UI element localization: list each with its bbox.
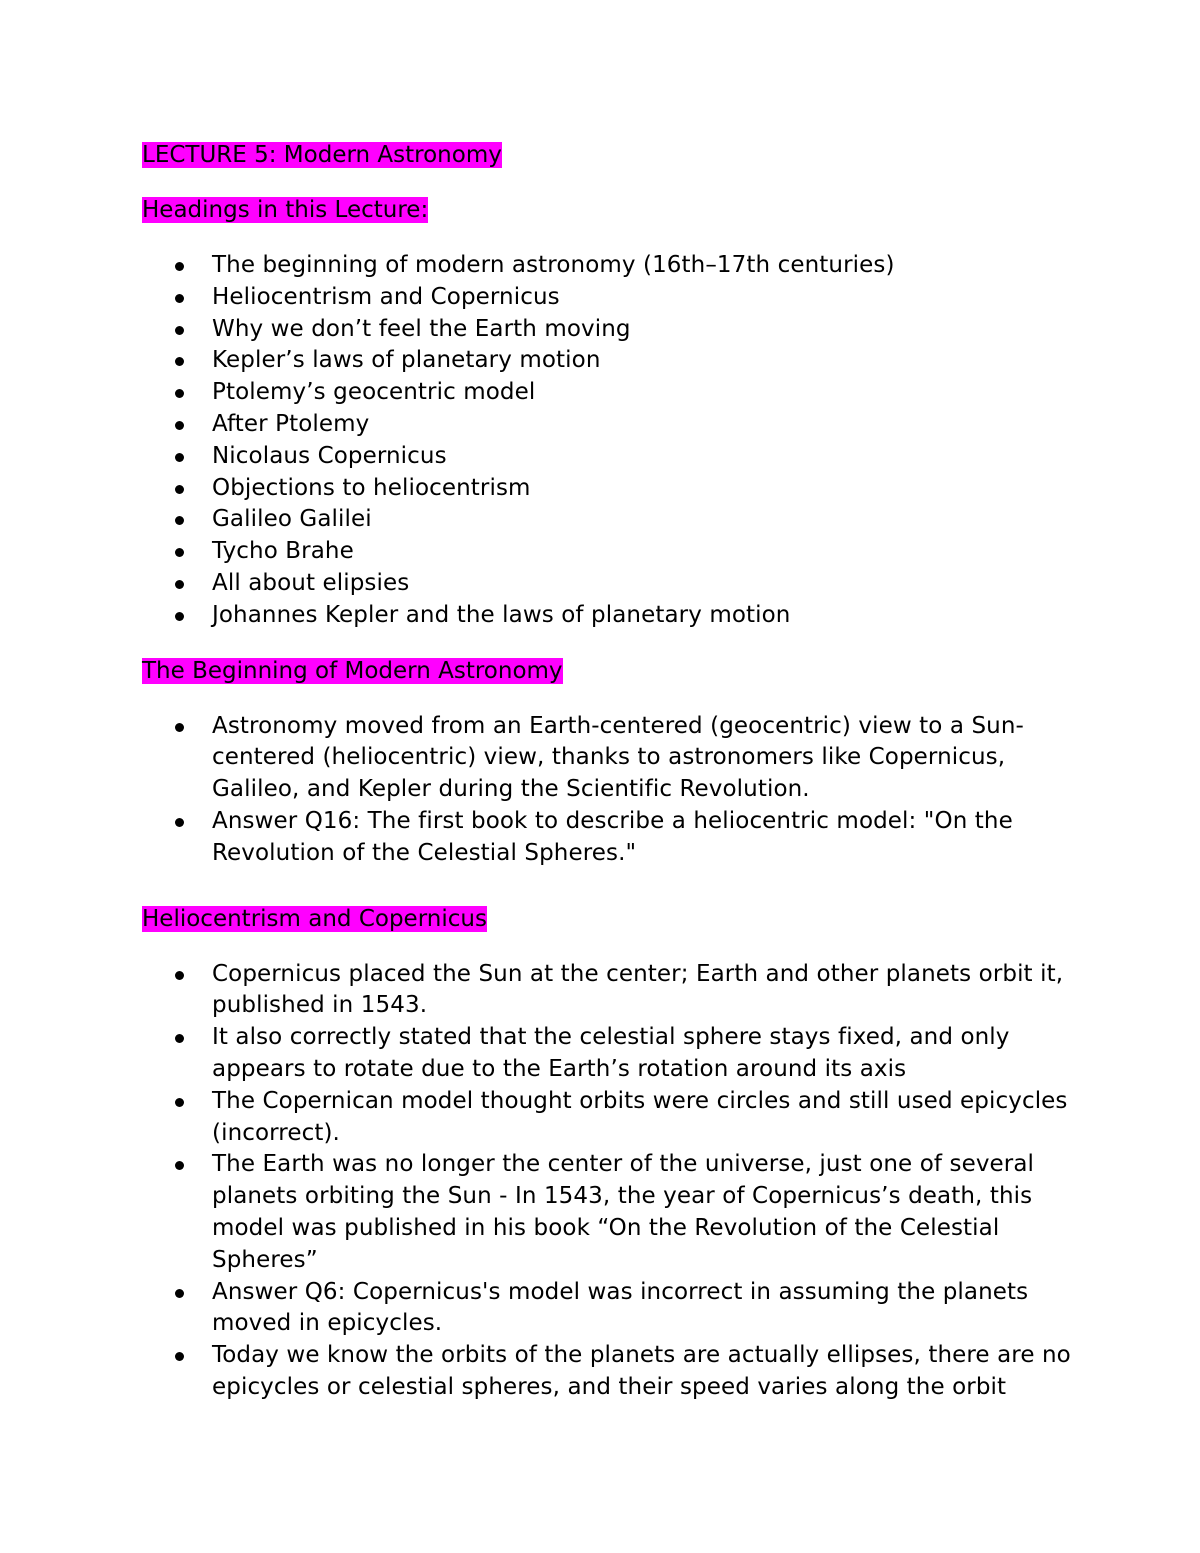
list-item: Astronomy moved from an Earth-centered (geocentric) view to a Sun-centered (heliocentric) view, thanks to astronomers like Copernicus, Galileo, and Kepler during the Scientific Revolution. (142, 711, 1072, 806)
section-heading-heliocentrism: Heliocentrism and Copernicus (142, 905, 487, 932)
section-heading-headings: Headings in this Lecture: (142, 197, 429, 223)
list-item: Nicolaus Copernicus (142, 441, 1072, 473)
list-item: It also correctly stated that the celestial sphere stays fixed, and only appears to rotate due to the Earth’s rotation around its axis (142, 1022, 1072, 1086)
list-item: Today we know the orbits of the planets are actually ellipses, there are no epicycles or celestial spheres, and their speed varies along the orbit (142, 1340, 1072, 1404)
list-item: The Earth was no longer the center of the universe, just one of several planets orbiting the Sun - In 1543, the year of Copernicus’s death, this model was published in his book “On the Revolution of the Celestial Spheres” (142, 1149, 1072, 1276)
list-item: Galileo Galilei (142, 504, 1072, 536)
list-item: Answer Q16: The first book to describe a heliocentric model: "On the Revolution of the Celestial Spheres." (142, 806, 1072, 870)
document-page (142, 140, 1072, 1404)
list-item: After Ptolemy (142, 409, 1072, 441)
beginning-list (142, 711, 1072, 870)
list-item: Copernicus placed the Sun at the center; Earth and other planets orbit it, published in 1543. (142, 959, 1072, 1023)
list-item: Objections to heliocentrism (142, 473, 1072, 505)
section-heading-beginning: The Beginning of Modern Astronomy (142, 657, 563, 684)
list-item: The beginning of modern astronomy (16th–17th centuries) (142, 250, 1072, 282)
list-item: Kepler’s laws of planetary motion (142, 345, 1072, 377)
list-item: Answer Q6: Copernicus's model was incorrect in assuming the planets moved in epicycles. (142, 1277, 1072, 1341)
list-item: Why we don’t feel the Earth moving (142, 314, 1072, 346)
list-item: Tycho Brahe (142, 536, 1072, 568)
list-item: Ptolemy’s geocentric model (142, 377, 1072, 409)
list-item: Heliocentrism and Copernicus (142, 282, 1072, 314)
document-title: LECTURE 5: Modern Astronomy (142, 142, 502, 168)
list-item: Johannes Kepler and the laws of planetary motion (142, 600, 1072, 632)
list-item: The Copernican model thought orbits were circles and still used epicycles (incorrect). (142, 1086, 1072, 1150)
list-item: All about elipsies (142, 568, 1072, 600)
heliocentrism-list (142, 959, 1072, 1404)
headings-list (142, 250, 1072, 632)
